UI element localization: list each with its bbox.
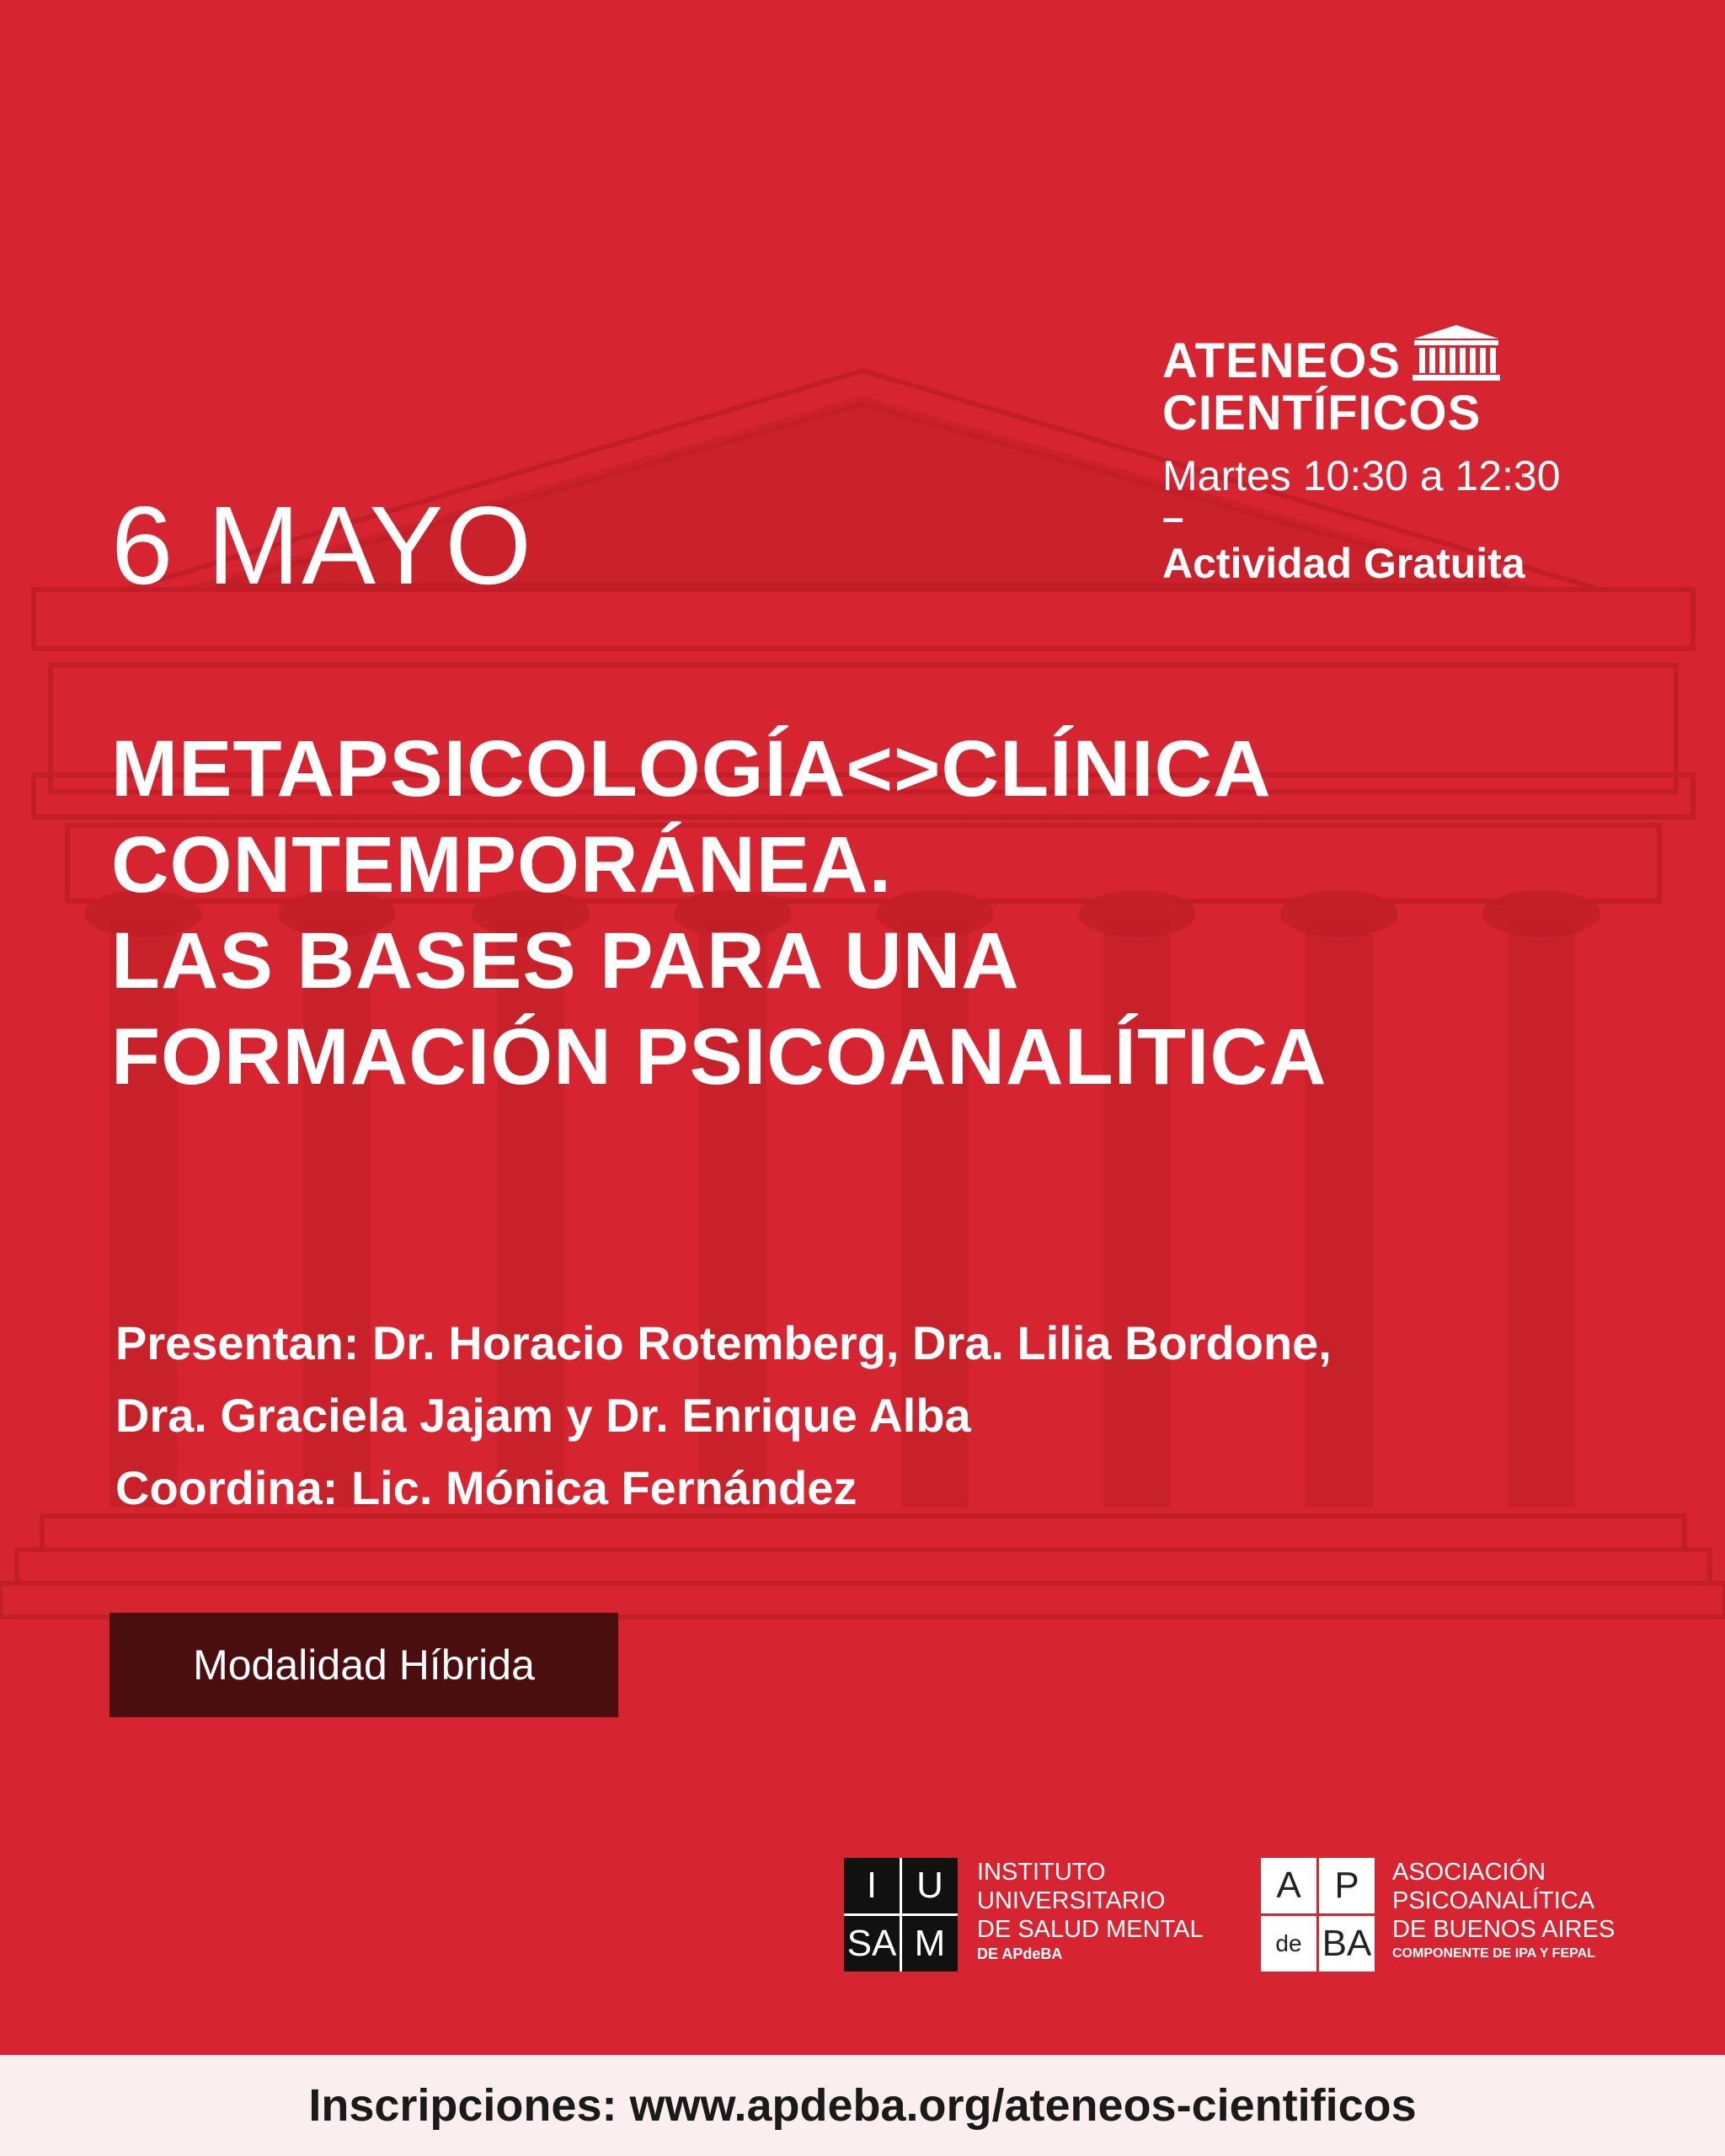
coordinator-line: Coordina: Lic. Mónica Fernández <box>115 1461 857 1514</box>
apdeba-logo <box>1261 1858 1616 1972</box>
event-title-line-2: CONTEMPORÁNEA. <box>111 820 893 910</box>
apdeba-letter-p: P <box>1319 1858 1375 1913</box>
temple-base-step-3 <box>0 1583 1725 1617</box>
iusam-name-line-3: DE SALUD MENTAL <box>977 1916 1204 1943</box>
apdeba-logo-mark <box>1261 1858 1375 1972</box>
iusam-logo-mark <box>844 1858 958 1972</box>
apdeba-name <box>1392 1858 1615 1964</box>
iusam-name-line-4: DE APdeBA <box>977 1945 1063 1962</box>
apdeba-letters-ba: BA <box>1319 1916 1375 1972</box>
temple-icon <box>1411 323 1502 382</box>
series-title <box>1162 323 1701 440</box>
logos-row <box>0 1844 1725 1964</box>
event-title <box>111 721 1695 1105</box>
series-title-text-1: ATENEOS <box>1162 334 1402 388</box>
apdeba-name-line-4: COMPONENTE DE IPA Y FEPAL <box>1392 1946 1595 1961</box>
separator-dash: – <box>1162 495 1184 539</box>
apdeba-name-line-3: DE BUENOS AIRES <box>1392 1916 1616 1943</box>
series-title-line-1 <box>1162 323 1701 387</box>
modality-badge: Modalidad Híbrida <box>109 1613 618 1717</box>
iusam-letter-u: U <box>902 1858 958 1913</box>
event-schedule: Martes 10:30 a 12:30 <box>1162 452 1561 499</box>
presenters-line-2: Dra. Graciela Jajam y Dr. Enrique Alba <box>115 1389 971 1442</box>
apdeba-letter-a: A <box>1261 1858 1316 1913</box>
event-date: 6 MAYO <box>111 483 534 607</box>
iusam-logo <box>844 1858 1204 1972</box>
registration-footer: Inscripciones: www.apdeba.org/ateneos-cientificos <box>0 2055 1725 2156</box>
iusam-letter-i: I <box>844 1858 900 1913</box>
presenters-line-1: Presentan: Dr. Horacio Rotemberg, Dra. Lilia Bordone, <box>115 1316 1332 1369</box>
presenters-block <box>115 1307 1682 1524</box>
event-title-line-3: LAS BASES PARA UNA <box>111 916 1020 1006</box>
iusam-letter-m: M <box>902 1916 958 1972</box>
apdeba-name-line-1: ASOCIACIÓN <box>1392 1859 1546 1886</box>
iusam-letters-sa: SA <box>844 1916 900 1972</box>
iusam-name <box>977 1858 1204 1964</box>
iusam-name-line-2: UNIVERSITARIO <box>977 1887 1166 1914</box>
apdeba-name-line-2: PSICOANALÍTICA <box>1392 1887 1595 1914</box>
apdeba-letters-de: de <box>1261 1916 1316 1972</box>
event-title-line-1: METAPSICOLOGÍA<>CLÍNICA <box>111 724 1272 814</box>
event-price: Actividad Gratuita <box>1162 540 1525 587</box>
event-title-line-4: FORMACIÓN PSICOANALÍTICA <box>111 1012 1327 1102</box>
series-title-line-2: CIENTÍFICOS <box>1162 386 1482 440</box>
temple-base-step-2 <box>17 1550 1710 1583</box>
iusam-name-line-1: INSTITUTO <box>977 1859 1106 1886</box>
series-block <box>1162 323 1701 588</box>
